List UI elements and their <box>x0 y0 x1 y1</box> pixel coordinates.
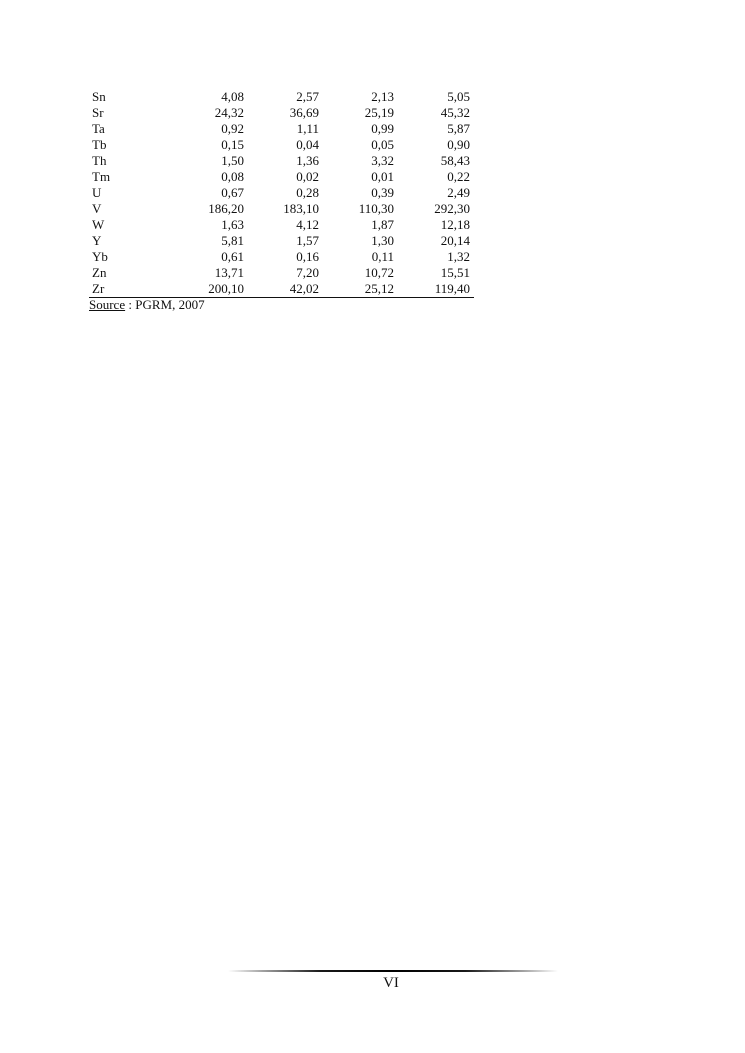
value-cell: 2,57 <box>296 89 319 104</box>
value-cell: 58,43 <box>440 153 470 168</box>
table-row <box>89 201 474 217</box>
value-cell: 1,11 <box>296 121 319 136</box>
value-cell: 1,63 <box>221 217 244 232</box>
value-cell: 0,99 <box>371 121 394 136</box>
source-text: : PGRM, 2007 <box>125 297 205 312</box>
value-cell: 13,71 <box>214 265 244 280</box>
element-cell: W <box>92 217 105 232</box>
table-row <box>89 249 474 265</box>
value-cell: 200,10 <box>172 281 244 298</box>
value-cell: 0,01 <box>371 169 394 184</box>
element-cell: Y <box>92 233 102 248</box>
table-row <box>89 169 474 185</box>
table-row <box>89 265 474 281</box>
value-cell: 0,11 <box>371 249 394 264</box>
value-cell: 45,32 <box>440 105 470 120</box>
element-cell: Ta <box>92 121 105 136</box>
value-cell: 1,32 <box>447 249 470 264</box>
value-cell: 119,40 <box>394 281 474 298</box>
element-cell: Zn <box>92 265 107 280</box>
table-row <box>89 185 474 201</box>
value-cell: 292,30 <box>434 201 470 216</box>
element-cell: Yb <box>92 249 108 264</box>
value-cell: 20,14 <box>440 233 470 248</box>
element-cell: Zr <box>89 281 172 298</box>
source-note <box>89 297 205 313</box>
value-cell: 12,18 <box>440 217 470 232</box>
element-cell: U <box>92 185 102 200</box>
source-label: Source <box>89 297 126 312</box>
value-cell: 7,20 <box>296 265 319 280</box>
value-cell: 4,12 <box>296 217 319 232</box>
value-cell: 10,72 <box>364 265 394 280</box>
value-cell: 0,04 <box>296 137 319 152</box>
table-row <box>89 153 474 169</box>
element-cell: Sn <box>92 89 106 104</box>
table-row <box>89 105 474 121</box>
value-cell: 0,92 <box>221 121 244 136</box>
value-cell: 42,02 <box>244 281 319 298</box>
value-cell: 2,13 <box>371 89 394 104</box>
value-cell: 1,36 <box>296 153 319 168</box>
value-cell: 5,87 <box>447 121 470 136</box>
value-cell: 4,08 <box>221 89 244 104</box>
table-row <box>89 281 474 298</box>
value-cell: 0,61 <box>221 249 244 264</box>
table-row <box>89 89 474 105</box>
value-cell: 0,16 <box>296 249 319 264</box>
value-cell: 25,19 <box>364 105 394 120</box>
value-cell: 1,57 <box>296 233 319 248</box>
value-cell: 186,20 <box>208 201 244 216</box>
value-cell: 5,05 <box>447 89 470 104</box>
value-cell: 0,28 <box>296 185 319 200</box>
table-row <box>89 137 474 153</box>
value-cell: 0,67 <box>221 185 244 200</box>
value-cell: 110,30 <box>358 201 394 216</box>
table-row <box>89 217 474 233</box>
value-cell: 183,10 <box>283 201 319 216</box>
value-cell: 25,12 <box>319 281 394 298</box>
footer-divider <box>228 970 558 972</box>
value-cell: 5,81 <box>221 233 244 248</box>
value-cell: 0,90 <box>447 137 470 152</box>
value-cell: 0,15 <box>221 137 244 152</box>
value-cell: 15,51 <box>440 265 470 280</box>
table-body <box>89 89 474 298</box>
trace-element-table <box>89 89 474 298</box>
value-cell: 0,02 <box>296 169 319 184</box>
element-cell: Th <box>92 153 107 168</box>
value-cell: 0,05 <box>371 137 394 152</box>
value-cell: 0,08 <box>221 169 244 184</box>
value-cell: 0,22 <box>447 169 470 184</box>
element-cell: Tm <box>92 169 111 184</box>
value-cell: 1,87 <box>371 217 394 232</box>
value-cell: 1,50 <box>221 153 244 168</box>
table-row <box>89 121 474 137</box>
table-row <box>89 233 474 249</box>
value-cell: 2,49 <box>447 185 470 200</box>
page-number: VI <box>383 975 399 991</box>
element-cell: V <box>92 201 102 216</box>
value-cell: 3,32 <box>371 153 394 168</box>
value-cell: 36,69 <box>289 105 319 120</box>
value-cell: 24,32 <box>214 105 244 120</box>
element-cell: Tb <box>92 137 107 152</box>
value-cell: 1,30 <box>371 233 394 248</box>
element-cell: Sr <box>92 105 104 120</box>
value-cell: 0,39 <box>371 185 394 200</box>
